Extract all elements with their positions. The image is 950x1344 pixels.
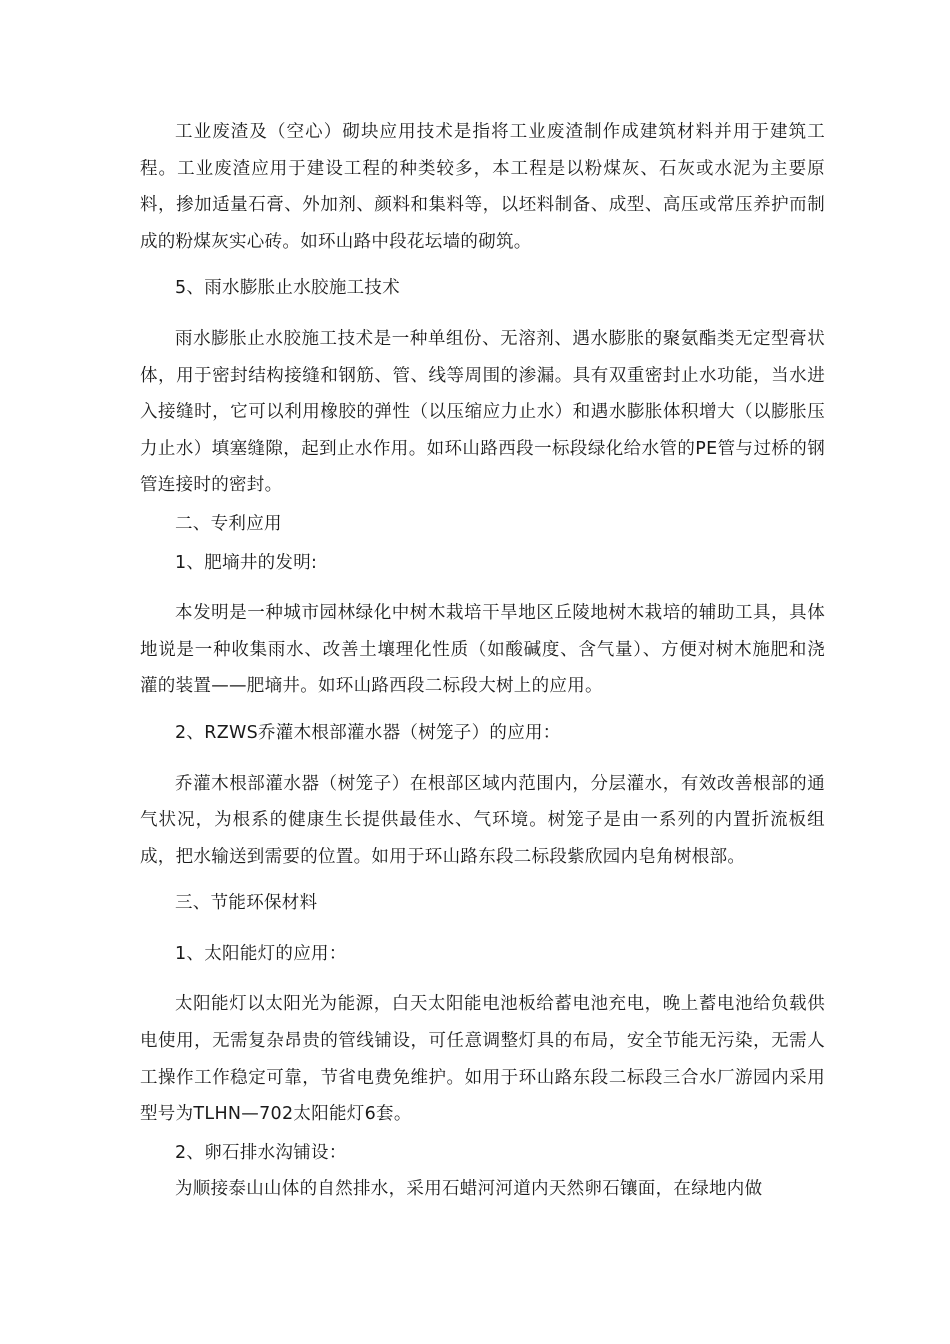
paragraph-root-irrigator: 乔灌木根部灌水器（树笼子）在根部区域内范围内，分层灌水，有效改善根部的通气状况，为根系的健康生长提供最佳水、气环境。树笼子是由一系列的内置折流板组成，把水输送到需要的位置。如用于环山路东段二标段紫欣园内皂角树根部。 [140,773,825,867]
heading-energy-saving-materials: 三、节能环保材料 [175,893,318,914]
paragraph-fertilizer-well: 本发明是一种城市园林绿化中树木栽培干旱地区丘陵地树木栽培的辅助工具，具体地说是一种收集雨水、改善土壤理化性质（如酸碱度、含气量）、方便对树木施肥和浇灌的装置——肥墒井。如环山路西段二标段大树上的应用。 [140,603,825,697]
paragraph-industrial-waste: 工业废渣及（空心）砌块应用技术是指将工业废渣制作成建筑材料并用于建筑工程。工业废渣应用于建设工程的种类较多，本工程是以粉煤灰、石灰或水泥为主要原料，掺加适量石膏、外加剂、颜料和集料等，以坯料制备、成型、高压或常压养护而制成的粉煤灰实心砖。如环山路中段花坛墙的砌筑。 [140,122,825,252]
heading-rain-swell-sealant: 5、雨水膨胀止水胶施工技术 [175,278,401,299]
document-page [140,114,825,1208]
paragraph-solar-lamp: 太阳能灯以太阳光为能源，白天太阳能电池板给蓄电池充电，晚上蓄电池给负载供电使用，无需复杂昂贵的管线铺设，可任意调整灯具的布局，安全节能无污染，无需人工操作工作稳定可靠，节省电费免维护。如用于环山路东段二标段三合水厂游园内采用型号为TLHN—702太阳能灯6套。 [140,994,825,1125]
heading-root-irrigator: 2、RZWS乔灌木根部灌水器（树笼子）的应用： [175,722,561,743]
paragraph-pebble-drain: 为顺接泰山山体的自然排水，采用石蜡河河道内天然卵石镶面，在绿地内做 [175,1179,763,1200]
paragraph-rain-swell-sealant: 雨水膨胀止水胶施工技术是一种单组份、无溶剂、遇水膨胀的聚氨酯类无定型膏状体，用于密封结构接缝和钢筋、管、线等周围的渗漏。具有双重密封止水功能，当水进入接缝时，它可以利用橡胶的弹性（以压缩应力止水）和遇水膨胀体积增大（以膨胀压力止水）填塞缝隙，起到止水作用。如环山路西段一标段绿化给水管的PE管与过桥的钢管连接时的密封。 [140,328,825,496]
heading-fertilizer-well: 1、肥墒井的发明: [175,552,318,573]
heading-patent-application: 二、专利应用 [175,513,282,534]
heading-pebble-drain: 2、卵石排水沟铺设： [175,1142,347,1163]
heading-solar-lamp: 1、太阳能灯的应用： [175,943,347,964]
